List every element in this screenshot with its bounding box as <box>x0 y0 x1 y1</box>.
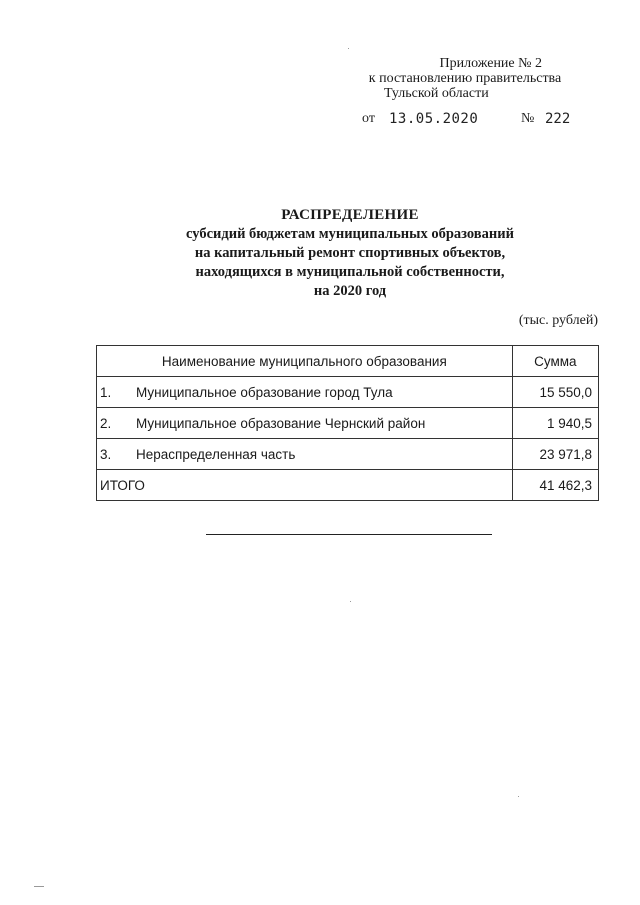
table-row <box>97 408 599 439</box>
allocation-table <box>96 345 599 501</box>
decree-number: 222 <box>545 111 571 127</box>
row-sum: 1 940,5 <box>512 408 598 439</box>
row-sum: 15 550,0 <box>512 377 598 408</box>
title-line-2: на капитальный ремонт спортивных объектов, <box>194 245 506 261</box>
scan-speck <box>518 796 519 797</box>
row-number: 3. <box>100 446 112 462</box>
scan-speck <box>34 886 44 887</box>
row-name-cell <box>97 408 513 439</box>
table-header-row <box>97 346 599 377</box>
appendix-block <box>340 56 590 101</box>
row-name-cell <box>97 439 513 470</box>
row-sum: 23 971,8 <box>512 439 598 470</box>
title-line-3: находящихся в муниципальной собственности, <box>195 264 505 280</box>
table-row <box>97 439 599 470</box>
decree-from-label: от <box>362 111 375 126</box>
row-name: Муниципальное образование Чернский район <box>136 415 426 431</box>
row-number: 2. <box>100 415 112 431</box>
total-sum: 41 462,3 <box>512 470 598 501</box>
scan-speck <box>348 48 349 49</box>
scan-speck <box>350 601 351 602</box>
document-title <box>130 206 570 301</box>
decree-number-label: № <box>521 111 535 126</box>
header-sum: Сумма <box>512 346 598 377</box>
units-label: (тыс. рублей) <box>518 313 598 328</box>
title-heading: РАСПРЕДЕЛЕНИЕ <box>281 207 419 223</box>
row-name-cell <box>97 377 513 408</box>
title-line-4: на 2020 год <box>313 283 387 299</box>
row-name: Нераспределенная часть <box>136 446 296 462</box>
total-label: ИТОГО <box>97 470 513 501</box>
row-number: 1. <box>100 384 112 400</box>
row-name: Муниципальное образование город Тула <box>136 384 393 400</box>
table-total-row <box>97 470 599 501</box>
appendix-title: Приложение № 2 <box>439 56 542 71</box>
table-row <box>97 377 599 408</box>
decree-date: 13.05.2020 <box>389 111 479 127</box>
title-line-1: субсидий бюджетам муниципальных образований <box>186 226 514 242</box>
closing-rule <box>206 534 492 535</box>
header-name: Наименование муниципального образования <box>97 346 513 377</box>
appendix-region: Тульской области <box>384 86 489 101</box>
appendix-decree-reference: к постановлению правительства <box>368 71 562 86</box>
